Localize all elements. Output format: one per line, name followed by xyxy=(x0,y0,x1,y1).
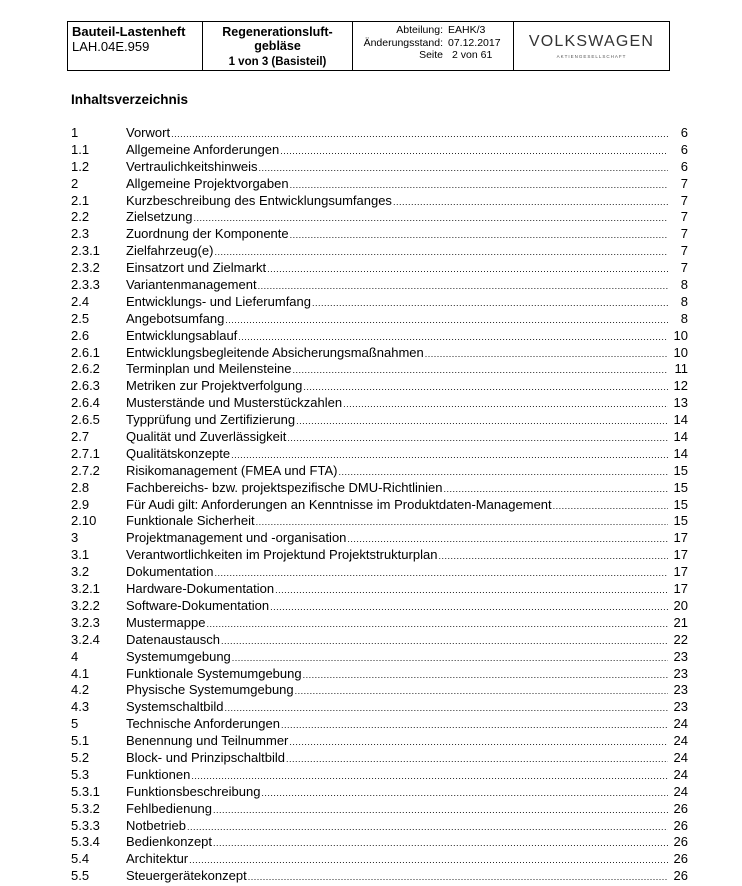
toc-entry[interactable] xyxy=(71,412,688,429)
label-page: Seite xyxy=(419,49,443,61)
toc-entry[interactable] xyxy=(71,446,688,463)
toc-entry-number: 2.9 xyxy=(71,496,90,512)
toc-entry[interactable] xyxy=(71,530,688,547)
toc-entry-number: 2.6 xyxy=(71,327,90,343)
toc-list xyxy=(71,125,688,885)
toc-entry[interactable] xyxy=(71,818,688,835)
toc-entry[interactable] xyxy=(71,581,688,598)
toc-entry-number: 4 xyxy=(71,648,79,664)
toc-entry[interactable] xyxy=(71,784,688,801)
value-change: 07.12.2017 xyxy=(448,36,501,49)
toc-entry-label: Datenaustausch xyxy=(126,631,220,647)
toc-entry[interactable] xyxy=(71,733,688,750)
toc-entry-label: Einsatzort und Zielmarkt xyxy=(126,260,267,276)
toc-entry-number: 5.3.3 xyxy=(71,817,100,833)
toc-entry-page: 17 xyxy=(673,581,688,597)
toc-entry[interactable] xyxy=(71,513,688,530)
toc-entry-page: 7 xyxy=(680,192,688,208)
toc-entry-number: 1.1 xyxy=(71,141,90,157)
toc-entry[interactable] xyxy=(71,226,688,243)
toc-entry-label: Zielfahrzeug(e) xyxy=(126,243,214,259)
toc-entry-number: 5.3.4 xyxy=(71,834,100,850)
toc-entry-number: 5.2 xyxy=(71,749,90,765)
toc-entry[interactable] xyxy=(71,395,688,412)
toc-dot-leader xyxy=(303,667,668,684)
toc-entry-page: 11 xyxy=(674,361,688,377)
toc-entry-number: 2.2 xyxy=(71,209,90,225)
toc-entry-label: Entwicklungsablauf xyxy=(126,327,238,343)
toc-entry-label: Block- und Prinzipschaltbild xyxy=(126,749,285,765)
toc-entry[interactable] xyxy=(71,497,688,514)
toc-entry-label: Variantenmanagement xyxy=(126,277,257,293)
toc-entry[interactable] xyxy=(71,480,688,497)
toc-entry-page: 24 xyxy=(673,783,688,799)
toc-dot-leader xyxy=(267,261,668,278)
toc-entry-number: 5.3.1 xyxy=(71,783,100,799)
toc-entry-page: 14 xyxy=(673,429,688,445)
toc-entry-number: 3.2 xyxy=(71,564,90,580)
toc-entry-label: Benennung und Teilnummer xyxy=(126,733,289,749)
toc-entry[interactable] xyxy=(71,378,688,395)
toc-entry-number: 2.6.4 xyxy=(71,395,100,411)
toc-entry-number: 3.2.4 xyxy=(71,631,100,647)
toc-entry-number: 3 xyxy=(71,530,79,546)
toc-entry[interactable] xyxy=(71,649,688,666)
toc-entry-label: Musterstände und Musterstückzahlen xyxy=(126,395,343,411)
toc-entry[interactable] xyxy=(71,632,688,649)
toc-entry[interactable] xyxy=(71,328,688,345)
toc-entry-page: 26 xyxy=(673,834,688,850)
toc-entry-number: 5.5 xyxy=(71,868,90,884)
toc-dot-leader xyxy=(225,312,668,329)
toc-entry-page: 8 xyxy=(680,277,688,293)
toc-entry-page: 10 xyxy=(673,344,688,360)
toc-entry-label: Verantwortlichkeiten im Projektund Projektstrukturplan xyxy=(126,547,438,563)
toc-entry-label: Systemumgebung xyxy=(126,648,231,664)
toc-dot-leader xyxy=(259,160,668,177)
toc-entry-label: Software-Dokumentation xyxy=(126,597,270,613)
toc-dot-leader xyxy=(287,430,668,447)
header-doc-cell xyxy=(68,22,203,70)
toc-dot-leader xyxy=(214,244,668,261)
toc-entry-label: Architektur xyxy=(126,851,189,867)
toc-entry-page: 15 xyxy=(673,496,688,512)
toc-dot-leader xyxy=(225,700,668,717)
toc-dot-leader xyxy=(303,379,668,396)
toc-entry-label: Fachbereichs- bzw. projektspezifische DMU-Richtlinien xyxy=(126,479,443,495)
toc-entry[interactable] xyxy=(71,294,688,311)
toc-entry-label: Entwicklungsbegleitende Absicherungsmaßnahmen xyxy=(126,344,424,360)
doc-id: LAH.04E.959 xyxy=(72,39,150,54)
toc-dot-leader xyxy=(295,683,668,700)
toc-entry-number: 2.10 xyxy=(71,513,97,529)
toc-dot-leader xyxy=(270,599,668,616)
toc-dot-leader xyxy=(171,126,668,143)
toc-entry-number: 2.4 xyxy=(71,293,90,309)
toc-entry-number: 2.7.2 xyxy=(71,462,100,478)
title-sub: 1 von 3 (Basisteil) xyxy=(228,56,327,68)
toc-entry-page: 22 xyxy=(673,631,688,647)
toc-entry-label: Vertraulichkeitshinweis xyxy=(126,158,258,174)
toc-dot-leader xyxy=(206,616,668,633)
toc-entry-label: Allgemeine Projektvorgaben xyxy=(126,175,289,191)
toc-entry[interactable] xyxy=(71,193,688,210)
toc-entry-number: 1.2 xyxy=(71,158,90,174)
title-line-1: Regenerationsluft- xyxy=(222,25,333,39)
toc-entry-label: Funktionale Systemumgebung xyxy=(126,665,302,681)
toc-entry-number: 2.7 xyxy=(71,429,90,445)
toc-dot-leader xyxy=(296,413,668,430)
toc-entry-number: 2.8 xyxy=(71,479,90,495)
toc-entry-page: 23 xyxy=(673,648,688,664)
toc-dot-leader xyxy=(312,295,668,312)
toc-entry-page: 26 xyxy=(673,817,688,833)
header-meta-cell xyxy=(353,22,514,70)
value-department: EAHK/3 xyxy=(448,24,486,36)
toc-entry-number: 5.3.2 xyxy=(71,800,100,816)
toc-entry-label: Qualitätskonzepte xyxy=(126,445,231,461)
toc-entry-number: 2.6.5 xyxy=(71,412,100,428)
toc-entry-label: Zielsetzung xyxy=(126,209,193,225)
toc-entry-label: Mustermappe xyxy=(126,614,206,630)
toc-entry[interactable] xyxy=(71,666,688,683)
toc-entry[interactable] xyxy=(71,125,688,142)
toc-entry[interactable] xyxy=(71,429,688,446)
toc-entry-label: Projektmanagement und -organisation xyxy=(126,530,347,546)
toc-entry-page: 26 xyxy=(673,800,688,816)
toc-entry[interactable] xyxy=(71,682,688,699)
toc-entry-number: 1 xyxy=(71,125,79,140)
toc-entry-page: 14 xyxy=(673,445,688,461)
toc-entry-page: 20 xyxy=(673,597,688,613)
toc-dot-leader xyxy=(193,210,668,227)
toc-dot-leader xyxy=(213,802,668,819)
toc-entry[interactable] xyxy=(71,750,688,767)
toc-entry-page: 6 xyxy=(680,125,688,140)
toc-entry[interactable] xyxy=(71,615,688,632)
toc-entry[interactable] xyxy=(71,699,688,716)
toc-entry-number: 2.6.3 xyxy=(71,378,100,394)
toc-dot-leader xyxy=(292,362,668,379)
toc-dot-leader xyxy=(289,734,668,751)
toc-entry[interactable] xyxy=(71,209,688,226)
toc-entry-number: 2.7.1 xyxy=(71,445,100,461)
toc-entry-page: 12 xyxy=(673,378,688,394)
toc-entry-page: 6 xyxy=(680,141,688,157)
toc-entry-label: Physische Systemumgebung xyxy=(126,682,294,698)
toc-entry-page: 24 xyxy=(673,749,688,765)
toc-dot-leader xyxy=(425,346,668,363)
toc-entry-label: Funktionsbeschreibung xyxy=(126,783,261,799)
toc-entry-page: 15 xyxy=(673,479,688,495)
toc-entry-number: 3.2.3 xyxy=(71,614,100,630)
toc-entry[interactable] xyxy=(71,767,688,784)
toc-entry-label: Kurzbeschreibung des Entwicklungsumfanges xyxy=(126,192,392,208)
toc-entry-number: 5.1 xyxy=(71,733,90,749)
toc-title: Inhaltsverzeichnis xyxy=(71,92,189,107)
toc-entry-page: 7 xyxy=(680,243,688,259)
toc-dot-leader xyxy=(343,396,668,413)
toc-entry-page: 17 xyxy=(673,564,688,580)
toc-entry[interactable] xyxy=(71,361,688,378)
toc-entry-label: Funktionen xyxy=(126,766,191,782)
toc-entry-number: 2.5 xyxy=(71,310,90,326)
toc-entry-label: Typprüfung und Zertifizierung xyxy=(126,412,296,428)
toc-entry-number: 3.2.2 xyxy=(71,597,100,613)
toc-entry-label: Fehlbedienung xyxy=(126,800,213,816)
toc-entry-label: Für Audi gilt: Anforderungen an Kenntnisse im Produktdaten-Management xyxy=(126,496,552,512)
toc-dot-leader xyxy=(213,835,668,852)
toc-entry[interactable] xyxy=(71,243,688,260)
toc-entry-page: 10 xyxy=(673,327,688,343)
toc-dot-leader xyxy=(338,464,668,481)
toc-entry-page: 15 xyxy=(673,513,688,529)
toc-dot-leader xyxy=(290,177,668,194)
toc-entry-number: 3.1 xyxy=(71,547,90,563)
toc-entry[interactable] xyxy=(71,311,688,328)
toc-entry-page: 26 xyxy=(673,868,688,884)
toc-entry[interactable] xyxy=(71,716,688,733)
toc-entry[interactable] xyxy=(71,277,688,294)
toc-entry-number: 2.3.1 xyxy=(71,243,100,259)
toc-entry-number: 2 xyxy=(71,175,79,191)
toc-dot-leader xyxy=(553,498,668,515)
toc-dot-leader xyxy=(347,531,668,548)
vw-logo-subtext: AKTIENGESELLSCHAFT xyxy=(556,54,627,59)
toc-entry-number: 2.6.2 xyxy=(71,361,100,377)
toc-entry-number: 2.3 xyxy=(71,226,90,242)
toc-entry-page: 21 xyxy=(673,614,688,630)
toc-entry-number: 5 xyxy=(71,716,79,732)
toc-entry-label: Qualität und Zuverlässigkeit xyxy=(126,429,287,445)
toc-entry-page: 24 xyxy=(673,733,688,749)
toc-entry-label: Notbetrieb xyxy=(126,817,186,833)
toc-entry-page: 26 xyxy=(673,851,688,867)
toc-dot-leader xyxy=(280,143,668,160)
toc-entry[interactable] xyxy=(71,260,688,277)
toc-entry[interactable] xyxy=(71,176,688,193)
toc-dot-leader xyxy=(189,852,668,869)
toc-entry-label: Funktionale Sicherheit xyxy=(126,513,255,529)
toc-dot-leader xyxy=(191,768,668,785)
toc-entry-page: 23 xyxy=(673,665,688,681)
toc-dot-leader xyxy=(238,329,668,346)
vw-logo-text: VOLKSWAGEN xyxy=(528,33,655,50)
toc-dot-leader xyxy=(438,548,668,565)
toc-entry[interactable] xyxy=(71,142,688,159)
toc-entry-page: 7 xyxy=(680,226,688,242)
toc-entry[interactable] xyxy=(71,834,688,851)
toc-dot-leader xyxy=(248,869,668,886)
toc-entry-page: 7 xyxy=(680,260,688,276)
toc-entry[interactable] xyxy=(71,345,688,362)
toc-entry-number: 5.3 xyxy=(71,766,90,782)
toc-dot-leader xyxy=(232,650,668,667)
toc-entry-page: 24 xyxy=(673,716,688,732)
toc-entry-number: 4.3 xyxy=(71,699,90,715)
toc-dot-leader xyxy=(286,751,668,768)
toc-entry-label: Allgemeine Anforderungen xyxy=(126,141,280,157)
toc-entry-page: 24 xyxy=(673,766,688,782)
toc-entry-number: 2.3.3 xyxy=(71,277,100,293)
toc-dot-leader xyxy=(187,819,668,836)
toc-entry-number: 2.6.1 xyxy=(71,344,100,360)
toc-entry-page: 13 xyxy=(673,395,688,411)
toc-entry-page: 17 xyxy=(673,547,688,563)
toc-entry[interactable] xyxy=(71,547,688,564)
toc-entry-label: Bedienkonzept xyxy=(126,834,213,850)
toc-entry-page: 23 xyxy=(673,682,688,698)
toc-dot-leader xyxy=(258,278,668,295)
toc-entry-number: 2.1 xyxy=(71,192,90,208)
doc-type: Bauteil-Lastenheft xyxy=(72,24,186,39)
toc-entry[interactable] xyxy=(71,564,688,581)
toc-dot-leader xyxy=(290,227,668,244)
toc-dot-leader xyxy=(261,785,668,802)
title-line-2: gebläse xyxy=(254,39,301,53)
header-title-cell xyxy=(203,22,353,70)
toc-entry-page: 23 xyxy=(673,699,688,715)
toc-dot-leader xyxy=(214,565,668,582)
toc-entry-label: Entwicklungs- und Lieferumfang xyxy=(126,293,311,309)
toc-dot-leader xyxy=(443,481,668,498)
header-logo-cell xyxy=(514,22,669,70)
toc-entry-number: 5.4 xyxy=(71,851,90,867)
toc-entry-label: Steuergerätekonzept xyxy=(126,868,247,884)
toc-entry-label: Terminplan und Meilensteine xyxy=(126,361,292,377)
toc-entry[interactable] xyxy=(71,159,688,176)
toc-entry-label: Dokumentation xyxy=(126,564,214,580)
toc-entry-number: 4.2 xyxy=(71,682,90,698)
toc-entry[interactable] xyxy=(71,851,688,868)
toc-entry-label: Angebotsumfang xyxy=(126,310,225,326)
toc-entry-number: 3.2.1 xyxy=(71,581,100,597)
toc-entry-page: 17 xyxy=(673,530,688,546)
toc-entry-page: 7 xyxy=(680,209,688,225)
value-page: 2 von 61 xyxy=(452,49,493,61)
toc-entry-page: 8 xyxy=(680,293,688,309)
toc-entry-label: Zuordnung der Komponente xyxy=(126,226,289,242)
toc-entry-page: 6 xyxy=(680,158,688,174)
label-department: Abteilung: xyxy=(396,24,443,36)
toc-dot-leader xyxy=(393,194,668,211)
toc-entry-page: 8 xyxy=(680,310,688,326)
document-header xyxy=(67,21,670,71)
toc-entry-page: 7 xyxy=(680,175,688,191)
toc-entry-page: 15 xyxy=(673,462,688,478)
toc-entry-label: Risikomanagement (FMEA und FTA) xyxy=(126,462,338,478)
toc-entry[interactable] xyxy=(71,463,688,480)
toc-dot-leader xyxy=(281,717,668,734)
toc-entry-number: 2.3.2 xyxy=(71,260,100,276)
toc-entry-number: 4.1 xyxy=(71,665,90,681)
label-change: Änderungsstand: xyxy=(363,36,443,49)
toc-dot-leader xyxy=(256,514,668,531)
toc-dot-leader xyxy=(231,447,668,464)
toc-entry[interactable] xyxy=(71,598,688,615)
toc-entry-label: Technische Anforderungen xyxy=(126,716,280,732)
toc-entry-label: Vorwort xyxy=(126,125,171,140)
toc-dot-leader xyxy=(275,582,668,599)
toc-entry-label: Metriken zur Projektverfolgung xyxy=(126,378,303,394)
toc-entry-page: 14 xyxy=(673,412,688,428)
toc-entry[interactable] xyxy=(71,801,688,818)
toc-entry-label: Hardware-Dokumentation xyxy=(126,581,275,597)
toc-entry-label: Systemschaltbild xyxy=(126,699,224,715)
toc-dot-leader xyxy=(221,633,668,650)
